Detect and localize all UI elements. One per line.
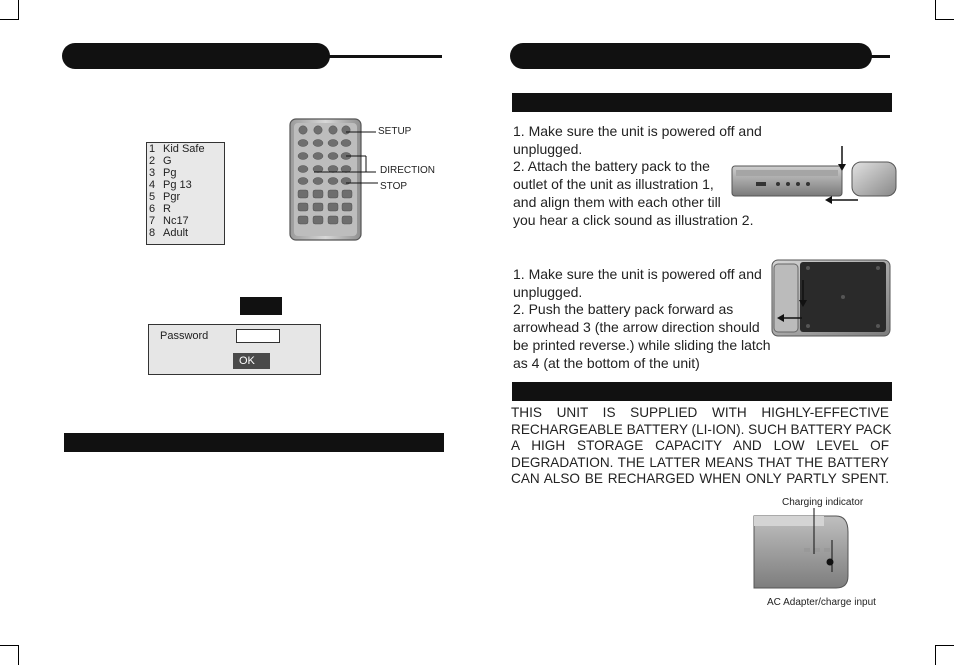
text-line: THIS UNIT IS SUPPLIED WITH HIGHLY-EFFECTIVE bbox=[511, 405, 889, 420]
rating-list-box bbox=[146, 142, 225, 245]
rating-row[interactable] bbox=[149, 155, 224, 167]
rating-label: Nc17 bbox=[163, 215, 189, 227]
rating-number: 2 bbox=[149, 155, 156, 167]
rating-list bbox=[149, 143, 224, 239]
text-line: arrowhead 3 (the arrow direction should bbox=[513, 319, 760, 336]
crop-mark-top-left-h bbox=[0, 19, 19, 20]
rating-label: Pg bbox=[163, 167, 177, 179]
rating-label: Adult bbox=[163, 227, 189, 239]
rating-row[interactable] bbox=[149, 167, 224, 179]
crop-mark-bottom-left-h bbox=[0, 645, 19, 646]
right-header-rule bbox=[870, 55, 890, 58]
right-header-pill bbox=[510, 43, 872, 69]
crop-mark-bottom-right-h bbox=[935, 645, 954, 646]
rating-label: Pgr bbox=[163, 191, 181, 203]
text-line: be printed reverse.) while sliding the latch bbox=[513, 336, 771, 353]
rating-label: G bbox=[163, 155, 172, 167]
text-line: RECHARGEABLE BATTERY (LI-ION). SUCH BATTERY PACK bbox=[511, 421, 892, 437]
battery-description bbox=[511, 405, 892, 488]
rating-number: 5 bbox=[149, 191, 156, 203]
install-section-bar bbox=[512, 93, 892, 112]
text-line: 2. Attach the battery pack to the bbox=[513, 158, 710, 175]
remote-callout-lines bbox=[300, 125, 380, 195]
rating-label: Kid Safe bbox=[163, 143, 205, 155]
install-instructions bbox=[513, 123, 762, 229]
password-input[interactable] bbox=[236, 329, 280, 343]
ac-adapter-label: AC Adapter/charge input bbox=[767, 597, 876, 608]
rating-number: 4 bbox=[149, 179, 156, 191]
text-line: you hear a click sound as illustration 2. bbox=[513, 211, 754, 228]
crop-mark-bottom-right bbox=[935, 645, 936, 665]
battery-remove-illustration bbox=[768, 250, 892, 340]
text-line: unplugged. bbox=[513, 283, 583, 300]
left-section-bar bbox=[64, 433, 444, 452]
text-line: A HIGH STORAGE CAPACITY AND LOW LEVEL OF bbox=[511, 438, 889, 453]
battery-section-bar bbox=[512, 382, 892, 401]
crop-mark-bottom-left bbox=[18, 645, 19, 665]
text-line: 2. Push the battery pack forward as bbox=[513, 301, 734, 318]
rating-label: Pg 13 bbox=[163, 179, 192, 191]
left-header-rule bbox=[328, 55, 442, 58]
direction-label: DIRECTION bbox=[380, 165, 435, 176]
text-line: unplugged. bbox=[513, 140, 583, 157]
rating-row[interactable] bbox=[149, 227, 224, 239]
charging-port-illustration bbox=[752, 508, 852, 590]
rating-row[interactable] bbox=[149, 179, 224, 191]
rating-label: R bbox=[163, 203, 171, 215]
rating-number: 6 bbox=[149, 203, 156, 215]
battery-attach-illustration bbox=[728, 144, 900, 210]
rating-row[interactable] bbox=[149, 215, 224, 227]
ok-button[interactable]: OK bbox=[233, 353, 270, 369]
stop-label: STOP bbox=[380, 181, 408, 192]
crop-mark-top-right bbox=[935, 0, 936, 20]
crop-mark-top-right-h bbox=[935, 19, 954, 20]
dark-button-block bbox=[240, 297, 282, 315]
text-line: CAN ALSO BE RECHARGED WHEN ONLY PARTLY SPENT. bbox=[511, 471, 889, 486]
rating-row[interactable] bbox=[149, 203, 224, 215]
rating-number: 7 bbox=[149, 215, 156, 227]
rating-number: 3 bbox=[149, 167, 156, 179]
text-line: DEGRADATION. THE LATTER MEANS THAT THE BATTERY bbox=[511, 454, 889, 470]
charging-indicator-label: Charging indicator bbox=[782, 497, 864, 508]
setup-label: SETUP bbox=[378, 126, 412, 137]
text-line: as 4 (at the bottom of the unit) bbox=[513, 354, 700, 371]
crop-mark-top-left bbox=[18, 0, 19, 20]
rating-row[interactable] bbox=[149, 143, 224, 155]
left-header-pill bbox=[62, 43, 330, 69]
rating-number: 1 bbox=[149, 143, 156, 155]
rating-row[interactable] bbox=[149, 191, 224, 203]
text-line: outlet of the unit as illustration 1, bbox=[513, 176, 714, 193]
password-dialog bbox=[148, 324, 321, 375]
remove-instructions bbox=[513, 266, 771, 372]
text-line: 1. Make sure the unit is powered off and bbox=[513, 266, 762, 282]
password-label: Password bbox=[160, 330, 209, 342]
rating-number: 8 bbox=[149, 227, 156, 239]
text-line: 1. Make sure the unit is powered off and bbox=[513, 123, 762, 139]
text-line: and align them with each other till bbox=[513, 193, 721, 210]
